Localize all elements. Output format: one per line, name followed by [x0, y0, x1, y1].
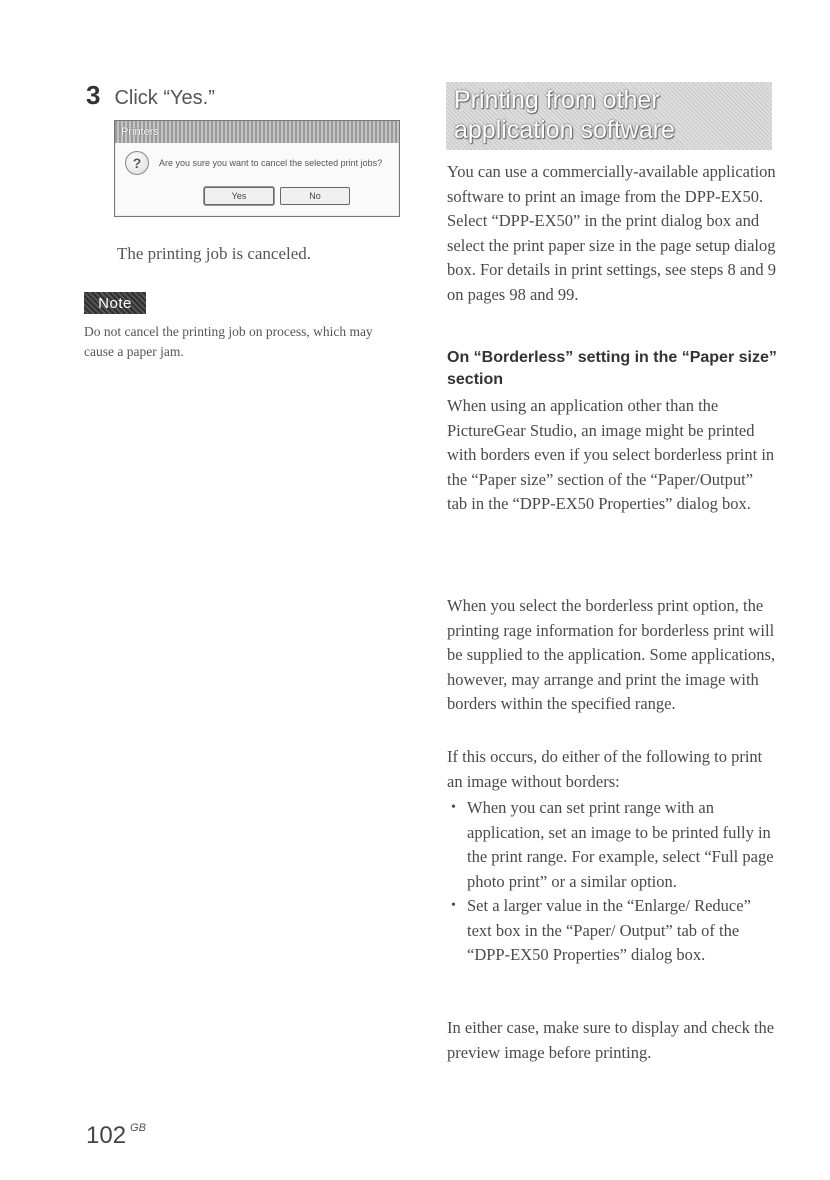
list-item: • Set a larger value in the “Enlarge/ Reduce” text box in the “Paper/ Output” tab of the “DPP-EX50 Properties” dialog box. — [447, 894, 777, 968]
section-title-line1: Printing from other — [454, 86, 660, 114]
paragraph-2: When you select the borderless print option, the printing rage information for borderless print will be supplied to the application. Some applications, however, may arrange and print the image with borders within the specified range. — [447, 596, 776, 713]
note-text: Do not cancel the printing job on process, which may cause a paper jam. — [84, 324, 373, 359]
canceled-text: The printing job is canceled. — [117, 244, 312, 263]
intro-paragraph: You can use a commercially-available application software to print an image from the DPP-EX50. Select “DPP-EX50” in the print dialog box and select the print paper size in the page setup dialog box. For details in print settings, see steps 8 and 9 on pages 98 and 99. — [447, 162, 777, 304]
page-suffix: GB — [130, 1122, 146, 1134]
step-3 — [86, 80, 215, 111]
dialog-message: Are you sure you want to cancel the selected print jobs? — [159, 158, 383, 168]
step-instruction: Click “Yes.” — [114, 87, 215, 109]
printers-dialog — [114, 120, 400, 217]
subheading: On “Borderless” setting in the “Paper size” section — [447, 349, 777, 388]
dialog-buttons — [155, 187, 399, 205]
dialog-body — [115, 143, 399, 175]
dialog-title-bar — [115, 121, 399, 143]
section-banner — [446, 82, 772, 150]
paragraph-1: When using an application other than the PictureGear Studio, an image might be printed with borders even if you select borderless print in the “Paper size” section of the “Paper/Output” tab in the “DPP-EX50 Properties” dialog box. — [447, 396, 775, 513]
page-number: 102 — [86, 1122, 127, 1149]
step-number: 3 — [86, 80, 101, 110]
note-badge: Note — [84, 292, 146, 314]
bullet-list — [447, 796, 777, 968]
paragraph-3: If this occurs, do either of the following to print an image without borders: — [447, 747, 763, 791]
dialog-title: Printers — [121, 126, 159, 138]
question-icon: ? — [125, 151, 149, 175]
paragraph-4: In either case, make sure to display and check the preview image before printing. — [447, 1018, 775, 1062]
yes-button[interactable]: Yes — [204, 187, 274, 205]
section-title-line2: application software — [454, 116, 675, 144]
list-item: • When you can set print range with an application, set an image to be printed fully in the print range. For example, select “Full page photo print” or a similar option. — [447, 796, 777, 894]
page-number-block — [86, 1122, 146, 1150]
no-button[interactable]: No — [280, 187, 350, 205]
